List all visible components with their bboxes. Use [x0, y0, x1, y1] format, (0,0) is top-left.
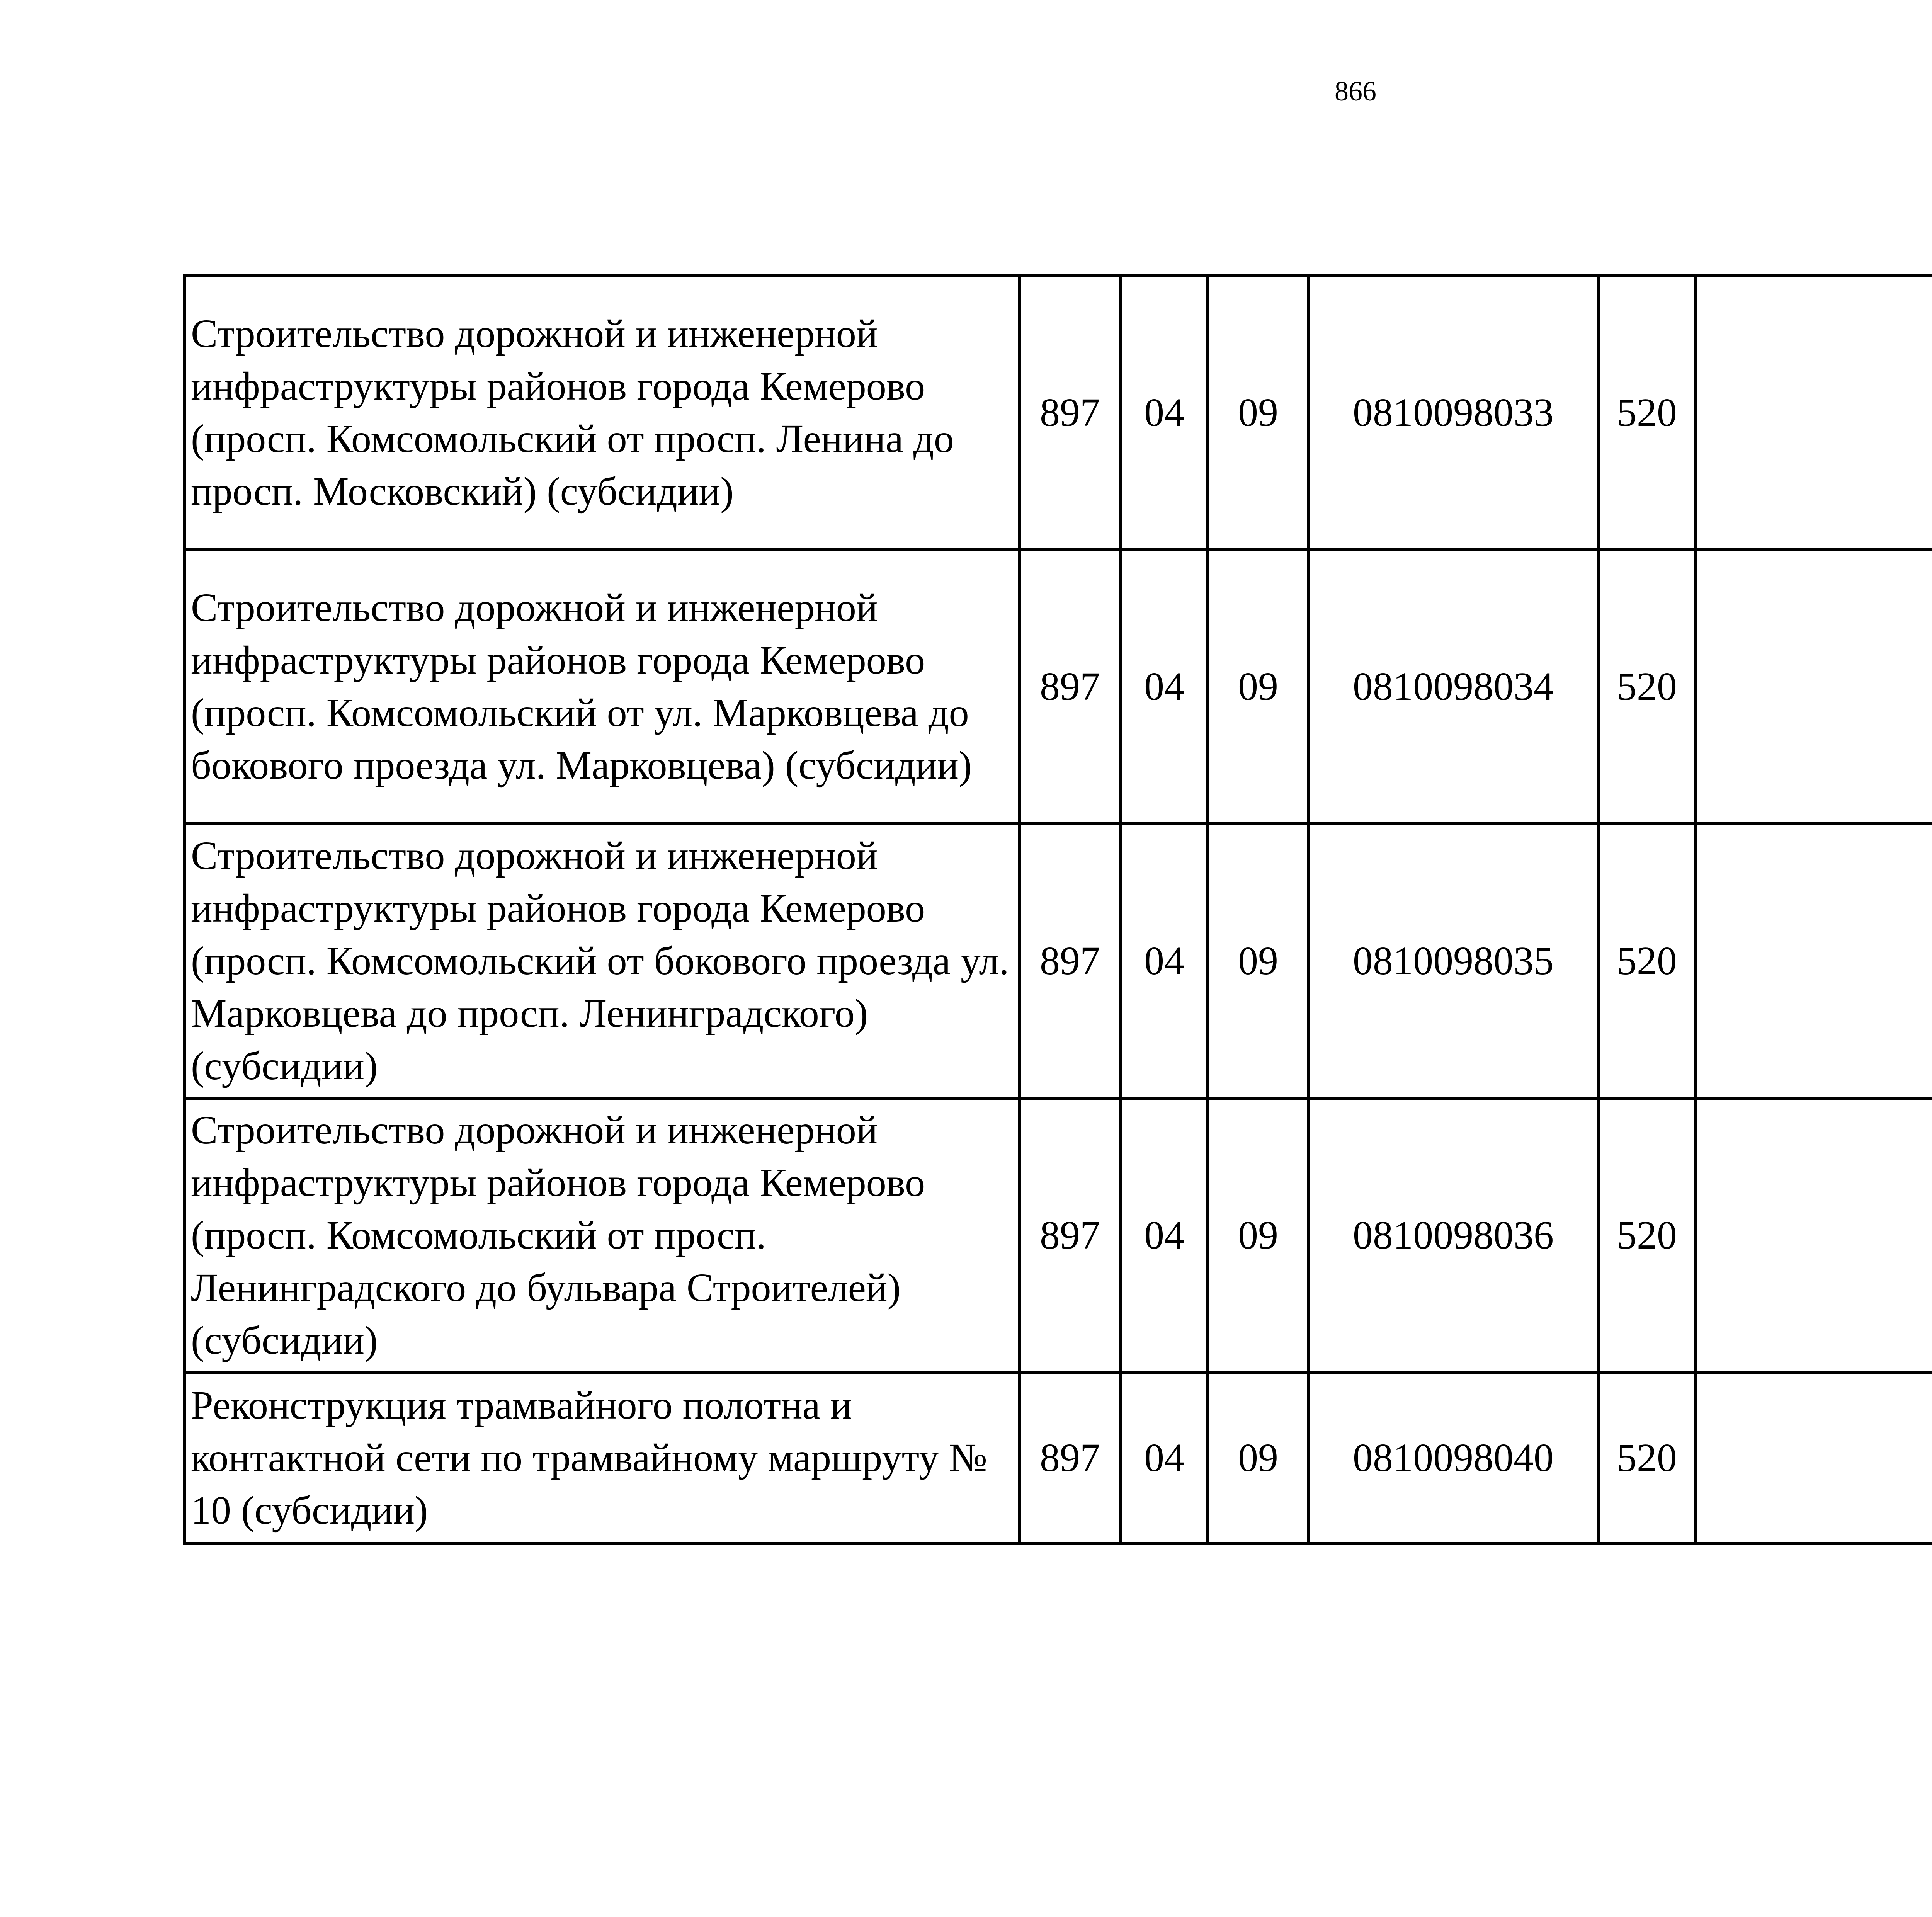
amount-1-cell	[1696, 276, 1932, 549]
table-row	[185, 276, 1932, 549]
expense-type-cell: 520	[1598, 1098, 1696, 1373]
subsection-code-cell: 09	[1208, 1373, 1308, 1543]
target-article-cell: 0810098035	[1308, 824, 1598, 1098]
table-row	[185, 549, 1932, 824]
expense-type-cell: 520	[1598, 549, 1696, 824]
description-cell: Строительство дорожной и инженерной инфраструктуры районов города Кемерово (просп. Комсомольский от просп. Ленинградского до бульвара Строителей) (субсидии)	[185, 1098, 1019, 1373]
subsection-code-cell: 09	[1208, 1098, 1308, 1373]
table-row	[185, 1373, 1932, 1543]
target-article-cell: 0810098034	[1308, 549, 1598, 824]
target-article-cell: 0810098033	[1308, 276, 1598, 549]
table-row	[185, 824, 1932, 1098]
description-cell: Строительство дорожной и инженерной инфраструктуры районов города Кемерово (просп. Комсомольский от просп. Ленина до просп. Московский) (субсидии)	[185, 276, 1019, 549]
section-code-cell: 04	[1121, 276, 1208, 549]
amount-1-cell	[1696, 1373, 1932, 1543]
subsection-code-cell: 09	[1208, 824, 1308, 1098]
expense-type-cell: 520	[1598, 824, 1696, 1098]
subsection-code-cell: 09	[1208, 549, 1308, 824]
ministry-code-cell: 897	[1019, 824, 1121, 1098]
target-article-cell: 0810098036	[1308, 1098, 1598, 1373]
target-article-cell: 0810098040	[1308, 1373, 1598, 1543]
ministry-code-cell: 897	[1019, 549, 1121, 824]
section-code-cell: 04	[1121, 549, 1208, 824]
table-row	[185, 1098, 1932, 1373]
ministry-code-cell: 897	[1019, 1098, 1121, 1373]
amount-1-cell	[1696, 1098, 1932, 1373]
amount-1-cell	[1696, 549, 1932, 824]
section-code-cell: 04	[1121, 1098, 1208, 1373]
description-cell: Строительство дорожной и инженерной инфраструктуры районов города Кемерово (просп. Комсомольский от ул. Марковцева до бокового проезда ул. Марковцева) (субсидии)	[185, 549, 1019, 824]
expense-type-cell: 520	[1598, 1373, 1696, 1543]
section-code-cell: 04	[1121, 1373, 1208, 1543]
description-cell: Строительство дорожной и инженерной инфраструктуры районов города Кемерово (просп. Комсомольский от бокового проезда ул. Марковцева до просп. Ленинградского) (субсидии)	[185, 824, 1019, 1098]
expense-type-cell: 520	[1598, 276, 1696, 549]
description-cell: Реконструкция трамвайного полотна и контактной сети по трамвайному маршруту № 10 (субсидии)	[185, 1373, 1019, 1543]
ministry-code-cell: 897	[1019, 1373, 1121, 1543]
amount-1-cell	[1696, 824, 1932, 1098]
page-number: 866	[1335, 76, 1376, 107]
ministry-code-cell: 897	[1019, 276, 1121, 549]
subsection-code-cell: 09	[1208, 276, 1308, 549]
budget-table	[183, 274, 1932, 1545]
section-code-cell: 04	[1121, 824, 1208, 1098]
